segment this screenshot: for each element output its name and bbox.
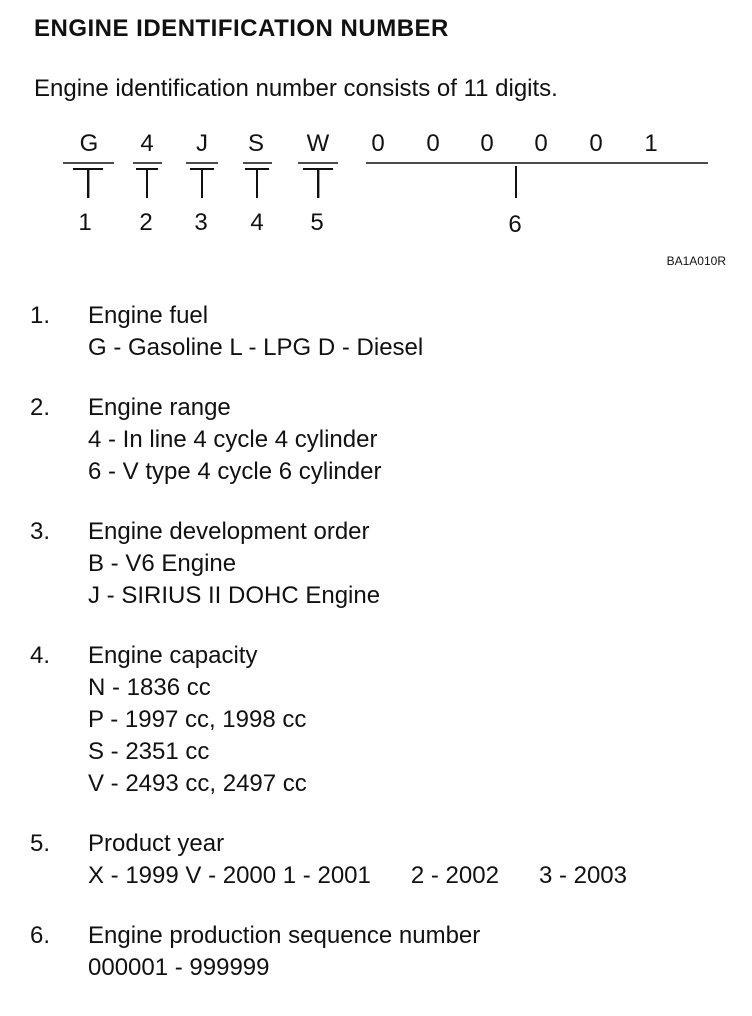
tee-stem-6 xyxy=(515,166,517,198)
item-body xyxy=(88,828,627,892)
digit-8: 0 xyxy=(480,130,494,157)
item-line xyxy=(88,860,627,892)
item-heading: Product year xyxy=(88,830,225,857)
tee-stem-1 xyxy=(87,168,89,198)
digit-3: J xyxy=(196,130,208,157)
item-body xyxy=(88,920,480,984)
digit-11: 1 xyxy=(644,130,658,157)
position-label-1: 1 xyxy=(78,209,92,236)
tee-stem-5 xyxy=(317,168,319,198)
digit-9: 0 xyxy=(534,130,548,157)
item-line: J - SIRIUS II DOHC Engine xyxy=(88,582,381,609)
digit-10: 0 xyxy=(589,130,603,157)
item-line: S - 2351 cc xyxy=(88,738,210,765)
tee-stem-3 xyxy=(201,168,203,198)
item-number: 1. xyxy=(30,302,51,329)
item-heading: Engine fuel xyxy=(88,302,209,329)
item-number: 2. xyxy=(30,394,51,421)
tee-stem-4 xyxy=(256,168,258,198)
position-label-3: 3 xyxy=(194,209,208,236)
item-number: 3. xyxy=(30,518,51,545)
year-values-group-3: 3 - 2003 xyxy=(538,862,628,889)
item-body xyxy=(88,300,423,364)
item-line: 4 - In line 4 cycle 4 cylinder xyxy=(88,426,378,453)
item-heading: Engine development order xyxy=(88,518,370,545)
item-line: 000001 - 999999 xyxy=(88,954,270,981)
item-heading: Engine range xyxy=(88,394,231,421)
item-body xyxy=(88,516,380,612)
item-body xyxy=(88,392,381,488)
digit-2: 4 xyxy=(140,130,154,157)
item-number: 6. xyxy=(30,922,51,949)
tee-stem-2 xyxy=(146,168,148,198)
engine-number-diagram xyxy=(0,120,752,270)
item-line: P - 1997 cc, 1998 cc xyxy=(88,706,307,733)
year-values-group-1: X - 1999 V - 2000 1 - 2001 xyxy=(88,862,371,889)
position-label-6: 6 xyxy=(508,211,522,238)
position-label-2: 2 xyxy=(139,209,153,236)
item-line: V - 2493 cc, 2497 cc xyxy=(88,770,307,797)
page-title: ENGINE IDENTIFICATION NUMBER xyxy=(34,15,449,42)
item-body xyxy=(88,640,307,800)
digit-7: 0 xyxy=(426,130,440,157)
figure-code: BA1A010R xyxy=(666,254,726,268)
item-number: 4. xyxy=(30,642,51,669)
item-heading: Engine production sequence number xyxy=(88,922,481,949)
position-label-5: 5 xyxy=(310,209,324,236)
intro-text: Engine identification number consists of 11 digits. xyxy=(34,75,558,102)
digit-1: G xyxy=(79,130,99,157)
digit-5: W xyxy=(306,130,330,157)
digit-6: 0 xyxy=(371,130,385,157)
year-values-group-2: 2 - 2002 xyxy=(410,862,499,889)
item-line: N - 1836 cc xyxy=(88,674,211,701)
position-label-4: 4 xyxy=(250,209,264,236)
item-line: G - Gasoline L - LPG D - Diesel xyxy=(88,334,424,361)
item-number: 5. xyxy=(30,830,51,857)
digit-4: S xyxy=(247,130,265,157)
item-line: 6 - V type 4 cycle 6 cylinder xyxy=(88,458,382,485)
item-heading: Engine capacity xyxy=(88,642,258,669)
item-line: B - V6 Engine xyxy=(88,550,237,577)
